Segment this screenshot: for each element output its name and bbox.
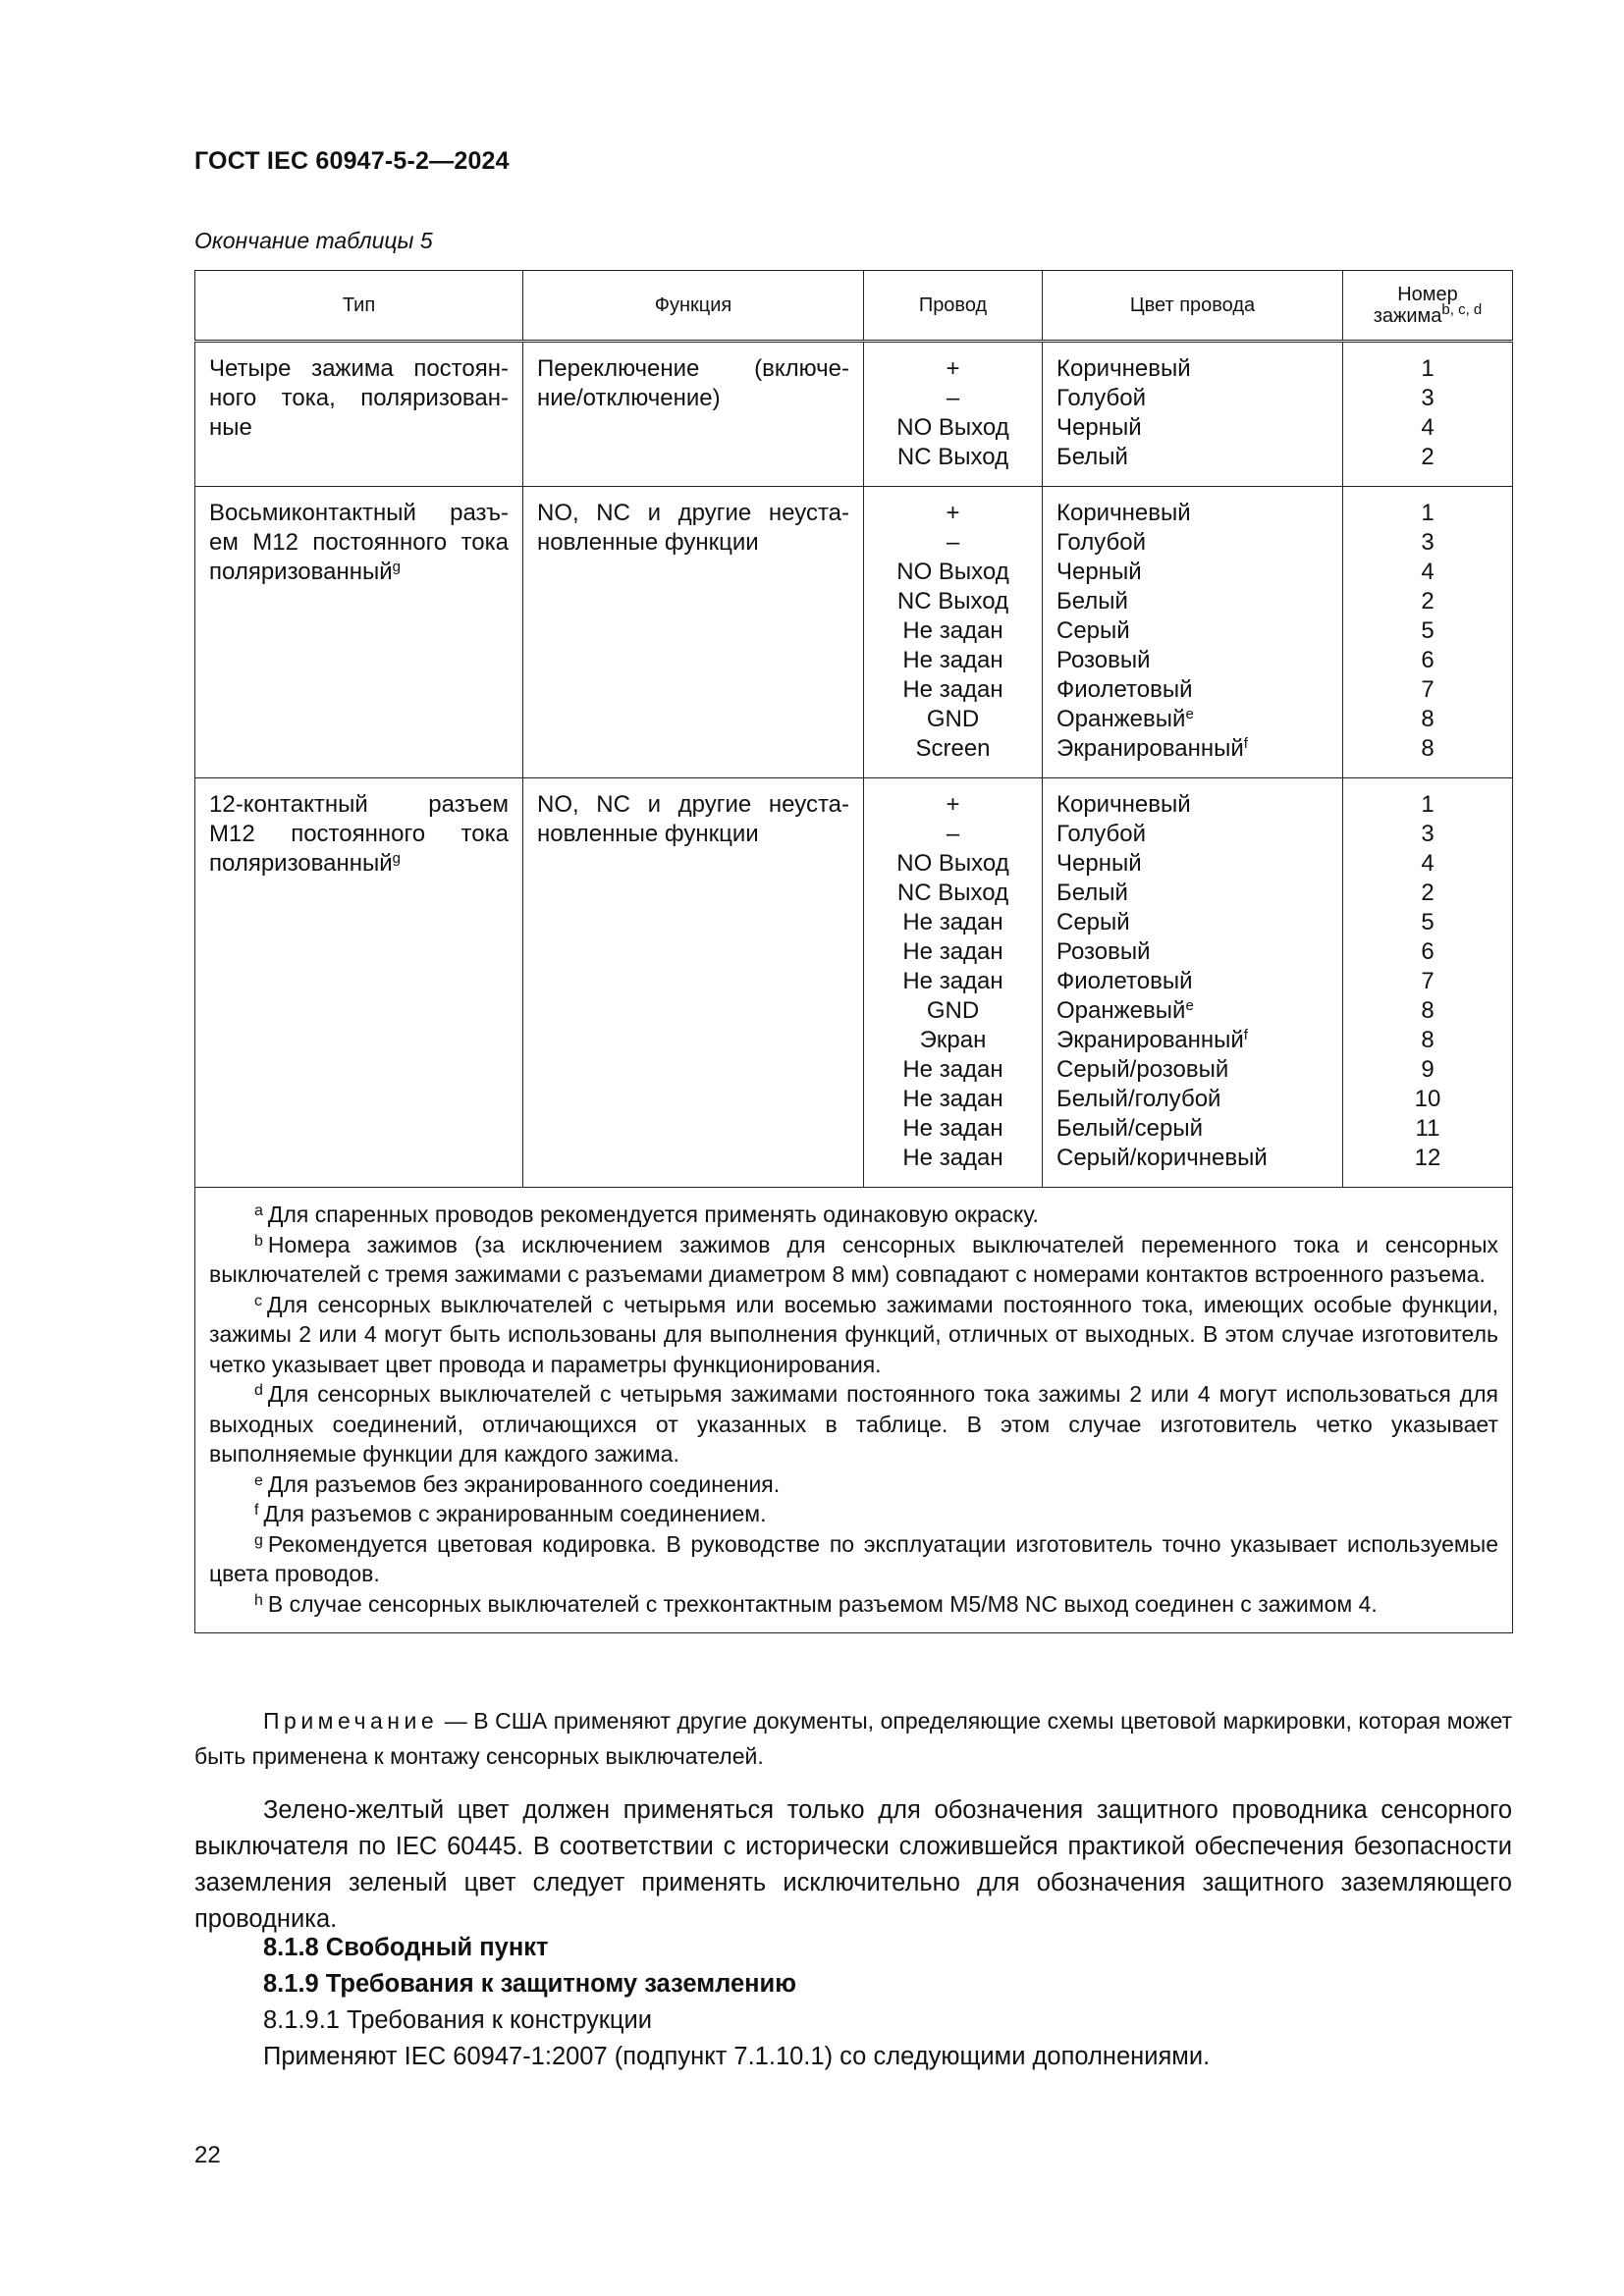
table-row [195, 487, 1513, 778]
table-footnotes-row [195, 1188, 1513, 1633]
header-wire-color: Цвет провода [1043, 271, 1343, 342]
subheading-8-1-9-1: 8.1.9.1 Требования к конструкции [263, 2006, 653, 2034]
cell-wire: + – NO Выход NC Выход Не задан Не задан Не задан GND Экран Не задан Не задан Не задан Не задан [864, 778, 1043, 1188]
heading-8-1-9: 8.1.9 Требования к защитному заземлению [263, 1970, 796, 1998]
footnote-ref: e [1185, 997, 1194, 1014]
footnote-ref: g [392, 559, 401, 575]
footnote: $^g$ Рекомендуется цветовая кодировка. В руководстве по эксплуатации изготовитель точно указывает используемые цвета проводов. [209, 1530, 1498, 1586]
page-number: 22 [194, 2142, 221, 2168]
footnote: $^c$ Для сенсорных выключателей с четырьмя или восемью зажимами постоянного тока, имеющих особые функции, зажимы 2 или 4 могут быть использованы для выполнения функций, отличных от выходных. В этом случае изготовитель четко указывает цвет провода и параметры функционирования. [209, 1291, 1498, 1377]
header-type: Тип [195, 271, 523, 342]
header-function: Функция [523, 271, 864, 342]
document-header: ГОСТ IEC 60947-5-2—2024 [194, 147, 510, 175]
footnote: $^a$ Для спаренных проводов рекомендуется применять одинаковую окраску. [254, 1201, 1039, 1227]
table-header-row [195, 271, 1513, 342]
footnote: $^e$ Для разъемов без экранированного соединения. [254, 1470, 781, 1497]
cell-wire: + – NO Выход NC Выход [864, 342, 1043, 487]
cell-terminal-number: 1 3 4 2 5 6 7 8 8 [1343, 487, 1513, 778]
heading-8-1-8: 8.1.8 Свободный пункт [263, 1934, 549, 1961]
note-label: Примечание [263, 1708, 439, 1734]
table-footnotes [195, 1188, 1513, 1633]
table-caption: Окончание таблицы 5 [194, 228, 433, 253]
apply-text: Применяют IEC 60947-1:2007 (подпункт 7.1.10.1) со следующими дополнениями. [263, 2043, 1211, 2070]
footnote-ref: f [1243, 1027, 1248, 1043]
note-text: — В США применяют другие документы, определяющие схемы цветовой маркировки, которая может быть применена к монтажу сенсорных выключателей. [194, 1708, 1512, 1769]
cell-wire-color: Коричневый Голубой Черный Белый Серый Розовый Фиолетовый Оранжевый$^e$ Экранированный$^f$ Серый/розовый Белый/голубой Белый/серый Серый/коричневый [1043, 778, 1343, 1188]
table-row [195, 342, 1513, 487]
cell-function: NO, NC и другие неуста- новленные функции [523, 778, 864, 1188]
cell-function: NO, NC и другие неуста- новленные функции [523, 487, 864, 778]
footnote-ref: e [1185, 706, 1194, 722]
body-paragraph: Зелено-желтый цвет должен применяться только для обозначения защитного проводника сенсорного выключателя по IEC 60445. В соответствии с исторически сложившейся практикой обеспечения безопасности заземления зеленый цвет следует применять исключительно для обозначения защитного заземляющего проводника. [194, 1796, 1512, 1933]
footnote-ref: g [392, 850, 401, 867]
footnote: $^d$ Для сенсорных выключателей с четырьмя зажимами постоянного тока зажимы 2 или 4 могут использоваться для выходных соединений, отличающихся от указанных в таблице. В этом случае изготовитель четко указывает выполняемые функции для каждого зажима. [209, 1381, 1498, 1467]
header-wire: Провод [864, 271, 1043, 342]
header-number-sup: b, c, d [1441, 301, 1483, 318]
footnote: $^f$ Для разъемов с экранированным соединением. [254, 1501, 767, 1526]
cell-type: 12-контактный разъем М12 постоянного тока поляризованный$^g$ [195, 778, 523, 1188]
cell-terminal-number: 1 3 4 2 [1343, 342, 1513, 487]
footnote: $^b$ Номера зажимов (за исключением зажимов для сенсорных выключателей переменного тока и сенсорных выключателей с тремя зажимами с разъемами диаметром 8 мм) совпадают с номерами контактов встроенного разъема. [209, 1231, 1498, 1287]
cell-type: Восьмиконтактный разъ- ем М12 постоянного тока поляризованный$^g$ [195, 487, 523, 778]
cell-wire-color: Коричневый Голубой Черный Белый Серый Розовый Фиолетовый Оранжевый$^e$ Экранированный$^f$ [1043, 487, 1343, 778]
cell-type: Четыре зажима постоян- ного тока, поляризован- ные [195, 342, 523, 487]
cell-function: Переключение (включе- ние/отключение) [523, 342, 864, 487]
header-terminal-number [1343, 271, 1513, 342]
cell-wire: + – NO Выход NC Выход Не задан Не задан Не задан GND Screen [864, 487, 1043, 778]
header-number-line1: Номер [1397, 284, 1458, 305]
footnote: $^h$ В случае сенсорных выключателей с трехконтактным разъемом М5/М8 NC выход соединен с зажимом 4. [254, 1590, 1378, 1617]
terminal-table [194, 270, 1513, 1633]
note-paragraph [194, 1703, 1512, 1774]
footnote-ref: f [1243, 735, 1248, 752]
header-number-line2: зажима$^{b, c, d}$ [1373, 301, 1483, 327]
cell-terminal-number: 1 3 4 2 5 6 7 8 8 9 10 11 12 [1343, 778, 1513, 1188]
table-row [195, 778, 1513, 1188]
cell-wire-color: Коричневый Голубой Черный Белый [1043, 342, 1343, 487]
